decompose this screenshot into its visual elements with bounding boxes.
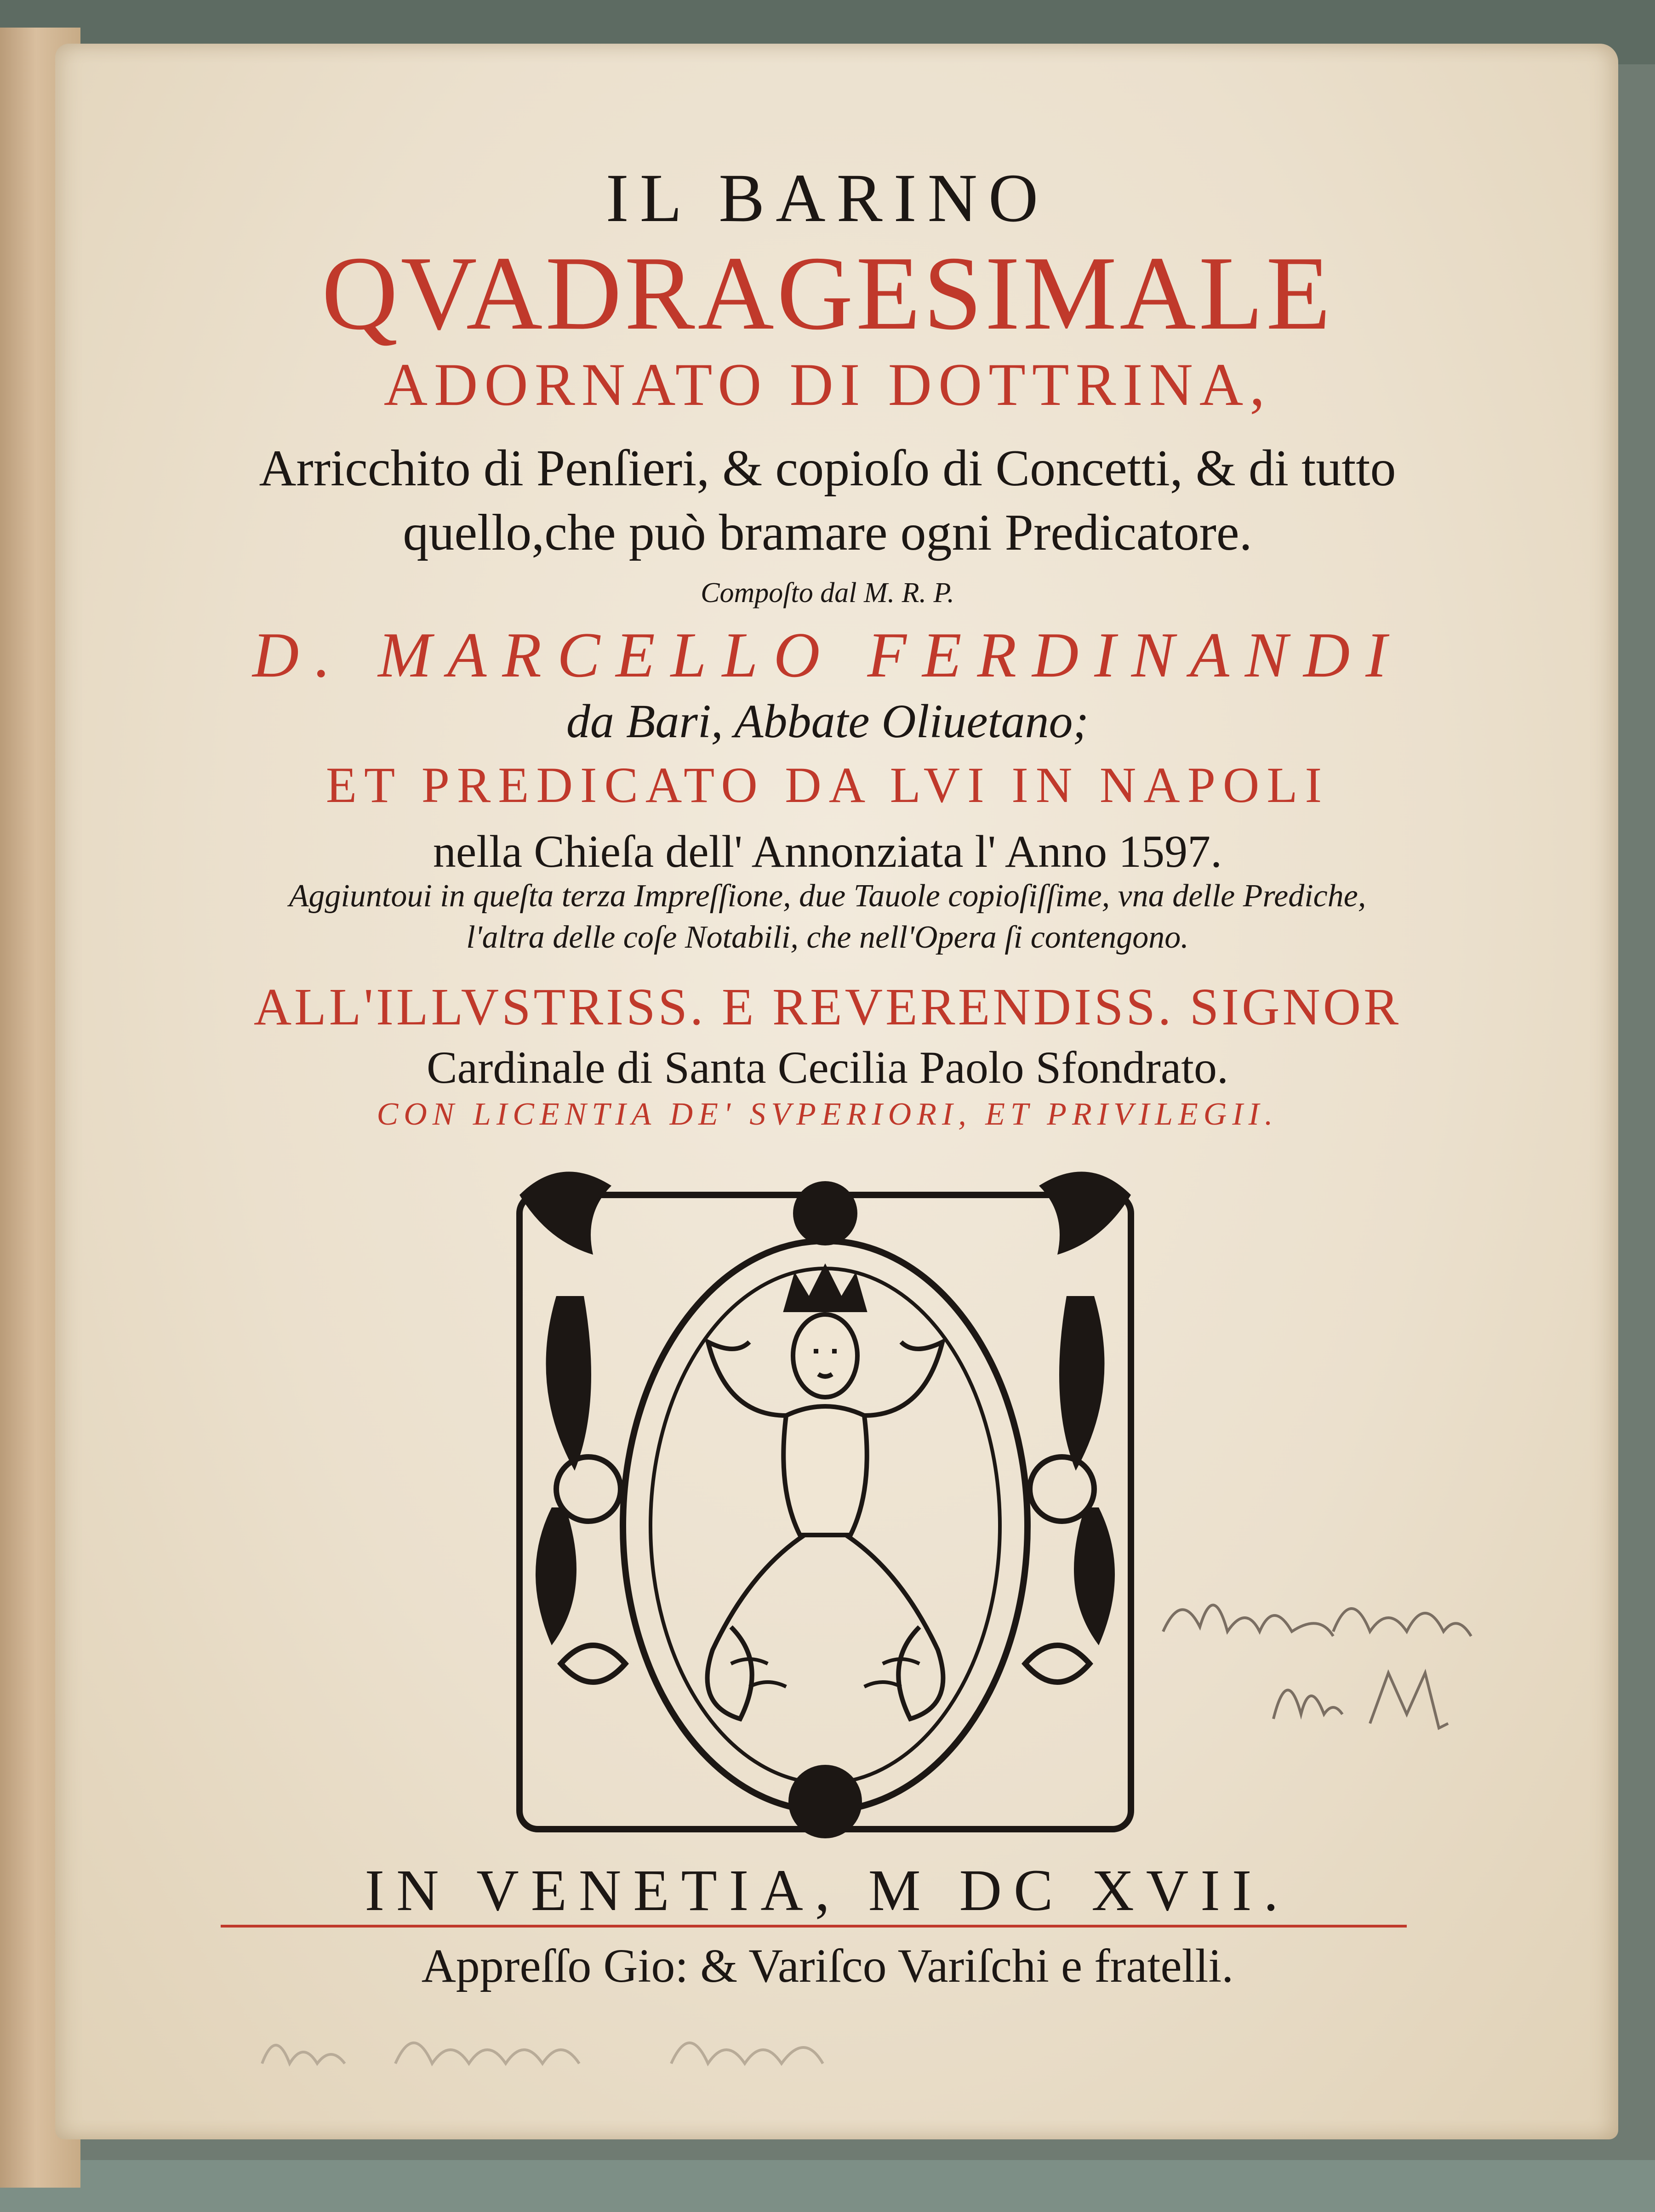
predicato-line: ET PREDICATO DA LVI IN NAPOLI <box>325 757 1330 813</box>
handwritten-note-lit <box>1269 1659 1490 1737</box>
title-small: IL BARINO <box>605 160 1050 236</box>
aggiuntoui-line-2: l'altra delle coſe Notabili, che nell'Opera ſi contengono. <box>466 920 1189 955</box>
handwritten-note-bottom <box>257 2013 1039 2091</box>
dedication-line: ALL'ILLVSTRISS. E REVERENDISS. SIGNOR <box>253 978 1402 1036</box>
crowned-siren-woodcut-icon <box>492 1158 1158 1848</box>
author-origin: da Bari, Abbate Oliuetano; <box>566 695 1089 748</box>
printer-line: Appreſſo Gio: & Variſco Variſchi e fratelli. <box>421 1939 1234 1992</box>
description-line-1: Arricchito di Penſieri, & copioſo di Concetti, & di tutto <box>259 440 1396 497</box>
handwritten-note-classis <box>1158 1581 1480 1650</box>
licenza-line: CON LICENTIA DE' SVPERIORI, ET PRIVILEGII. <box>377 1097 1278 1132</box>
chiesa-line: nella Chieſa dell' Annonziata l' Anno 1597. <box>433 826 1222 877</box>
cardinal-line: Cardinale di Santa Cecilia Paolo Sfondrato. <box>426 1042 1229 1093</box>
subtitle-adornato: ADORNATO DI DOTTRINA, <box>383 351 1272 418</box>
title-large: QVADRAGESIMALE <box>321 234 1334 352</box>
imprint-place-date: IN VENETIA, M DC XVII. <box>365 1858 1290 1923</box>
background-bottom <box>0 2160 1655 2212</box>
aggiuntoui-line-1: Aggiuntoui in queſta terza Impreſſione, due Tauole copioſiſſime, vna delle Prediche, <box>289 878 1366 914</box>
composto-line: Compoſto dal M. R. P. <box>701 577 954 608</box>
author-name: D. MARCELLO FERDINANDI <box>252 620 1403 691</box>
description-line-2: quello,che può bramare ogni Predicatore. <box>403 504 1252 561</box>
imprint-rule <box>221 1925 1407 1928</box>
